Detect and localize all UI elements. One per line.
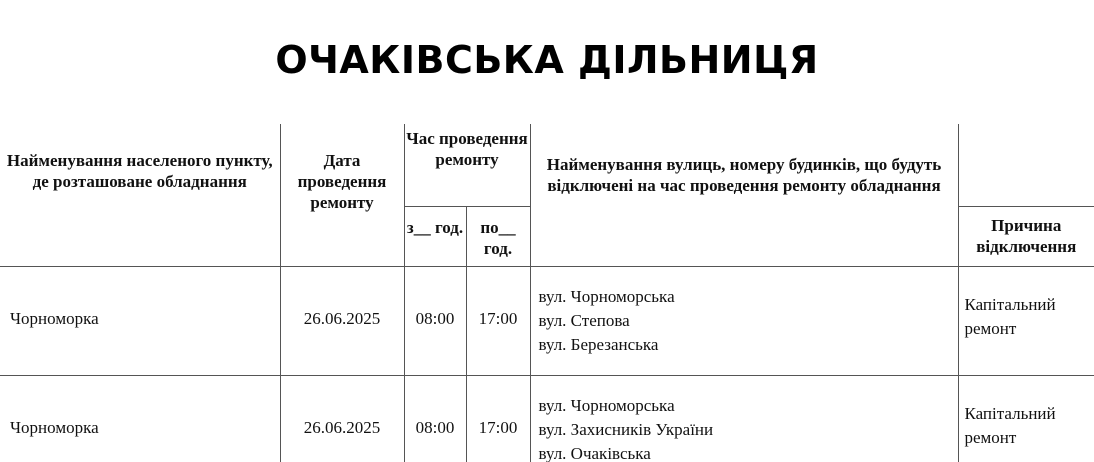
header-time-from: з__ год.	[404, 206, 466, 266]
cell-date: 26.06.2025	[280, 375, 404, 462]
table-body	[0, 266, 1094, 462]
table-header	[0, 124, 1094, 266]
outage-table-container	[0, 124, 1094, 462]
cell-settlement: Чорноморка	[0, 375, 280, 462]
cell-streets	[530, 266, 958, 375]
street-item: вул. Чорноморська	[538, 286, 675, 306]
page-title: ОЧАКІВСЬКА ДІЛЬНИЦЯ	[275, 38, 819, 82]
outage-schedule-table	[0, 124, 1094, 462]
cell-time-to: 17:00	[466, 375, 530, 462]
cell-date: 26.06.2025	[280, 266, 404, 375]
header-reason: Причина відключення	[958, 206, 1094, 266]
header-time: Час проведення ремонту	[404, 124, 530, 206]
table-row	[0, 266, 1094, 375]
street-item: вул. Степова	[538, 310, 630, 330]
header-streets: Найменування вулиць, номеру будинків, що будуть відключені на час проведення ремонту обладнання	[530, 124, 958, 266]
street-item: вул. Захисників України	[538, 419, 714, 439]
header-time-to: по__ год.	[466, 206, 530, 266]
header-reason-spacer	[958, 124, 1094, 206]
street-item: вул. Березанська	[538, 334, 659, 354]
street-item: вул. Чорноморська	[538, 395, 675, 415]
cell-time-to: 17:00	[466, 266, 530, 375]
cell-time-from: 08:00	[404, 375, 466, 462]
street-item: вул. Очаківська	[538, 443, 651, 462]
cell-time-from: 08:00	[404, 266, 466, 375]
cell-settlement: Чорноморка	[0, 266, 280, 375]
header-date: Дата проведення ремонту	[280, 124, 404, 266]
header-settlement: Найменування населеного пункту, де розташоване обладнання	[0, 124, 280, 266]
table-row	[0, 375, 1094, 462]
cell-reason: Капітальний ремонт	[958, 375, 1094, 462]
cell-reason: Капітальний ремонт	[958, 266, 1094, 375]
cell-streets	[530, 375, 958, 462]
